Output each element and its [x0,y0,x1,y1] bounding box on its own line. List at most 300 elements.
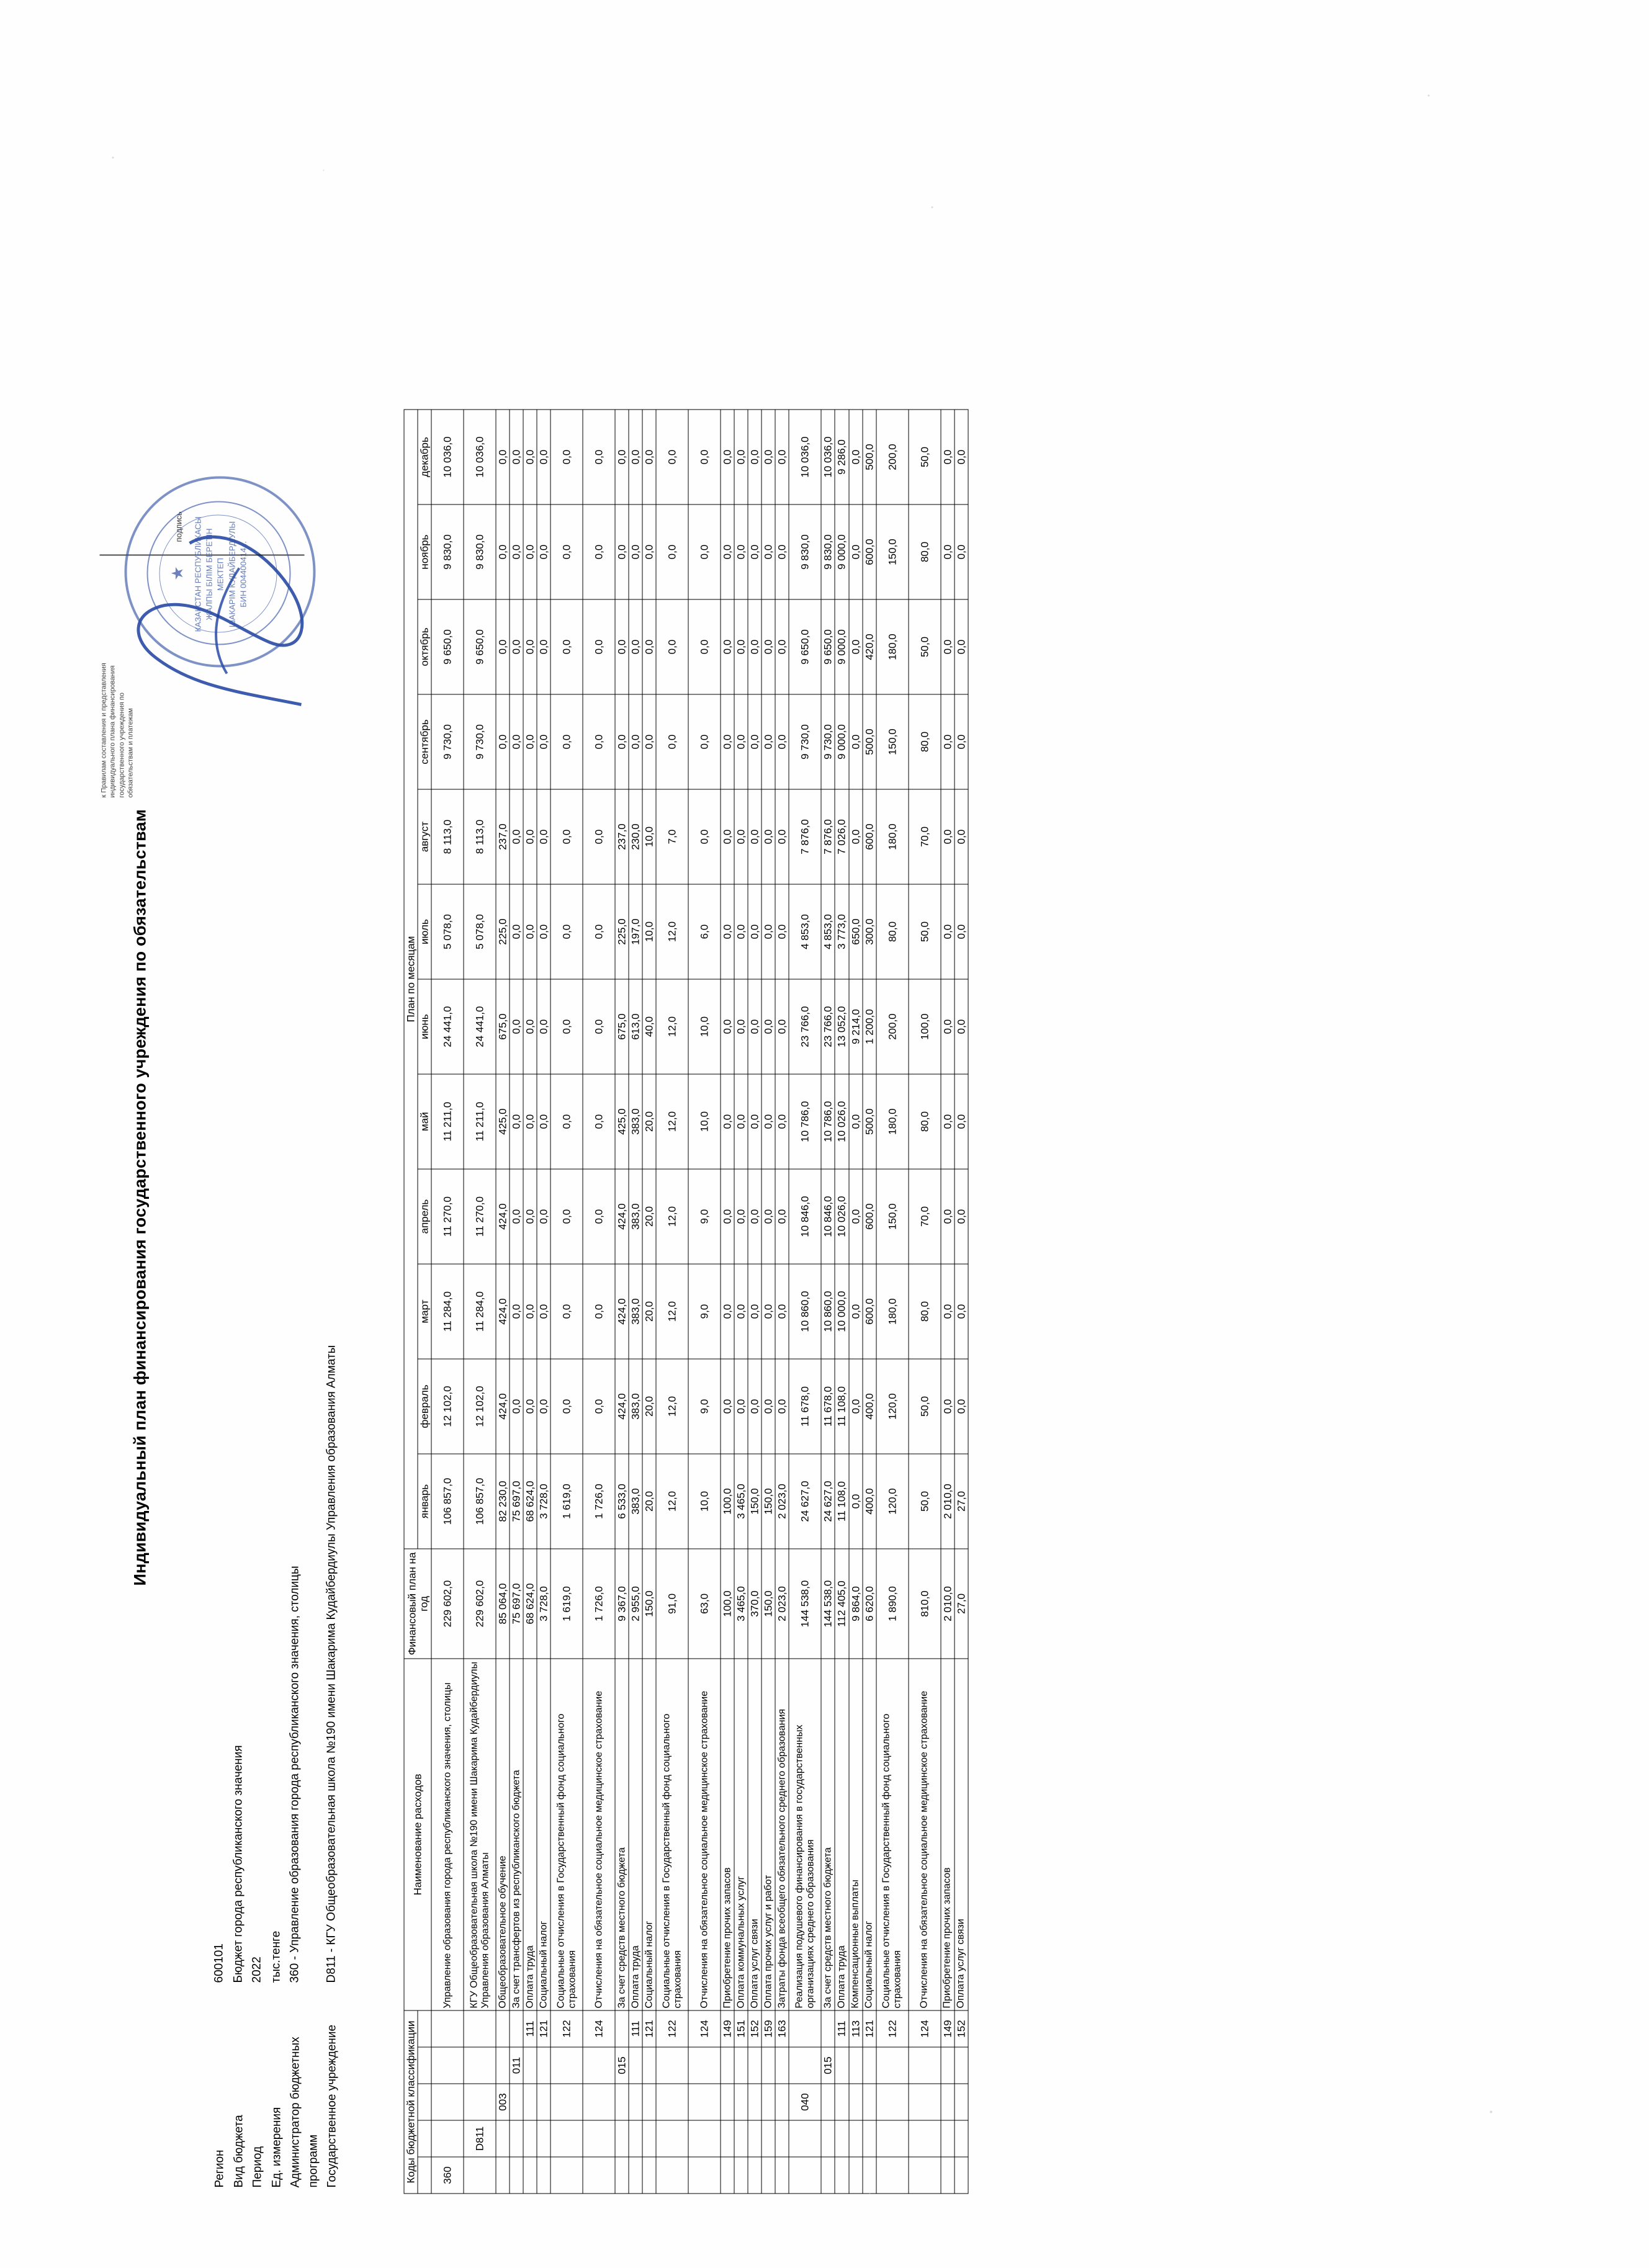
cell-month-9: 0,0 [642,694,656,789]
cell-month-8: 0,0 [734,789,748,884]
cell-month-7: 50,0 [908,884,940,979]
header-months-group: План по месяцам [404,410,418,1549]
cell-month-7: 0,0 [775,884,789,979]
cell-month-12: 0,0 [762,410,775,504]
meta-value: 360 - Управление образования города республиканского значения, столицы [288,1565,301,1983]
stamp-star-icon: ★ [168,565,186,580]
cell-month-3: 424,0 [496,1264,510,1359]
cell-month-11: 9 000,0 [835,504,848,599]
cell-code-3 [762,2084,775,2120]
cell-month-9: 0,0 [656,694,688,789]
cell-code-5: 163 [775,2010,789,2047]
header-month-mar: март [418,1264,431,1359]
cell-code-4 [954,2047,968,2084]
cell-month-11: 0,0 [642,504,656,599]
cell-month-6: 0,0 [721,979,734,1074]
table-row [862,410,876,2194]
cell-month-11: 0,0 [656,504,688,599]
cell-month-1: 6 533,0 [615,1454,629,1549]
cell-month-7: 0,0 [748,884,762,979]
cell-month-11: 0,0 [775,504,789,599]
cell-code-3 [835,2084,848,2120]
cell-month-3: 0,0 [523,1264,537,1359]
cell-month-9: 0,0 [523,694,537,789]
cell-code-4 [642,2047,656,2084]
cell-code-5: 122 [876,2010,908,2047]
table-row [629,410,642,2194]
table-row [848,410,862,2194]
cell-month-3: 0,0 [762,1264,775,1359]
cell-month-5: 80,0 [908,1074,940,1169]
cell-month-7: 80,0 [876,884,908,979]
header-month-nov: ноябрь [418,504,431,599]
cell-month-10: 9 650,0 [821,599,835,694]
cell-month-10: 0,0 [550,599,583,694]
header-month-aug: август [418,789,431,884]
cell-expense-name: Общеобразовательное обучение [496,1659,510,2010]
cell-month-10: 0,0 [940,599,954,694]
header-code-4 [418,2047,431,2084]
cell-month-7: 0,0 [762,884,775,979]
cell-month-3: 383,0 [629,1264,642,1359]
cell-year-plan: 3 465,0 [734,1549,748,1659]
cell-month-1: 20,0 [642,1454,656,1549]
cell-code-5: 149 [721,2010,734,2047]
cell-month-3: 0,0 [510,1264,523,1359]
cell-month-9: 0,0 [629,694,642,789]
cell-expense-name: За счет средств местного бюджета [821,1659,835,2010]
cell-expense-name: Оплата труда [629,1659,642,2010]
cell-code-5 [615,2010,629,2047]
cell-month-2: 0,0 [848,1359,862,1454]
cell-month-1: 1 619,0 [550,1454,583,1549]
cell-code-4 [940,2047,954,2084]
cell-month-2: 12 102,0 [464,1359,496,1454]
cell-month-7: 225,0 [615,884,629,979]
cell-month-11: 80,0 [908,504,940,599]
cell-year-plan: 9 864,0 [848,1549,862,1659]
cell-month-11: 0,0 [954,504,968,599]
cell-code-2 [848,2120,862,2157]
cell-year-plan: 810,0 [908,1549,940,1659]
cell-code-2 [908,2120,940,2157]
cell-month-8: 7 876,0 [821,789,835,884]
table-row [876,410,908,2194]
cell-month-4: 424,0 [496,1169,510,1264]
cell-month-1: 0,0 [848,1454,862,1549]
cell-month-12: 0,0 [510,410,523,504]
cell-month-5: 11 211,0 [431,1074,464,1169]
cell-month-9: 9 730,0 [821,694,835,789]
document-meta [211,1345,343,2187]
cell-year-plan: 370,0 [748,1549,762,1659]
cell-month-8: 0,0 [510,789,523,884]
cell-month-7: 197,0 [629,884,642,979]
cell-code-1 [954,2157,968,2194]
cell-month-4: 0,0 [940,1169,954,1264]
cell-code-3 [688,2084,721,2120]
cell-code-3 [523,2084,537,2120]
cell-month-2: 0,0 [734,1359,748,1454]
cell-month-1: 50,0 [908,1454,940,1549]
cell-month-12: 0,0 [734,410,748,504]
table-row [583,410,615,2194]
cell-expense-name: Компенсационные выплаты [848,1659,862,2010]
cell-month-10: 0,0 [629,599,642,694]
cell-month-2: 9,0 [688,1359,721,1454]
cell-month-5: 20,0 [642,1074,656,1169]
cell-month-11: 150,0 [876,504,908,599]
cell-expense-name: КГУ Общеобразовательная школа №190 имени Шакарима Кудайбердиулы Управления образования Алматы [464,1659,496,2010]
cell-month-8: 0,0 [775,789,789,884]
cell-month-12: 200,0 [876,410,908,504]
cell-month-5: 0,0 [550,1074,583,1169]
header-month-oct: октябрь [418,599,431,694]
cell-month-7: 650,0 [848,884,862,979]
cell-code-4 [629,2047,642,2084]
header-month-feb: февраль [418,1359,431,1454]
cell-code-1 [496,2157,510,2194]
cell-expense-name: Оплата услуг связи [748,1659,762,2010]
cell-code-1 [464,2157,496,2194]
cell-year-plan: 1 619,0 [550,1549,583,1659]
cell-code-3 [876,2084,908,2120]
cell-code-1 [762,2157,775,2194]
cell-month-5: 0,0 [537,1074,550,1169]
cell-month-4: 20,0 [642,1169,656,1264]
cell-year-plan: 144 538,0 [821,1549,835,1659]
cell-code-4 [734,2047,748,2084]
cell-code-3 [642,2084,656,2120]
cell-month-5: 0,0 [848,1074,862,1169]
cell-month-2: 424,0 [496,1359,510,1454]
cell-code-2 [510,2120,523,2157]
cell-month-8: 10,0 [642,789,656,884]
cell-code-5 [431,2010,464,2047]
cell-code-3 [775,2084,789,2120]
cell-code-5 [821,2010,835,2047]
cell-code-2 [835,2120,848,2157]
cell-month-2: 0,0 [762,1359,775,1454]
cell-month-5: 500,0 [862,1074,876,1169]
cell-month-1: 10,0 [688,1454,721,1549]
cell-code-3 [954,2084,968,2120]
cell-month-6: 0,0 [748,979,762,1074]
table-row [496,410,510,2194]
cell-expense-name: Социальные отчисления в Государственный фонд социального страхования [876,1659,908,2010]
scan-speck [1427,94,1429,96]
table-row [615,410,629,2194]
table-row [908,410,940,2194]
table-row [642,410,656,2194]
cell-month-4: 150,0 [876,1169,908,1264]
cell-month-11: 0,0 [550,504,583,599]
cell-month-4: 12,0 [656,1169,688,1264]
header-month-dec: декабрь [418,410,431,504]
cell-month-9: 0,0 [954,694,968,789]
cell-code-3 [550,2084,583,2120]
page-title: Индивидуальный план финансирования государственного учреждения по обязательствам [130,809,149,1585]
stamp-bin: БИН 004400414... [238,540,248,607]
cell-year-plan: 68 624,0 [523,1549,537,1659]
cell-month-4: 0,0 [550,1169,583,1264]
cell-month-7: 0,0 [510,884,523,979]
cell-month-8: 237,0 [496,789,510,884]
cell-code-2 [734,2120,748,2157]
cell-month-6: 10,0 [688,979,721,1074]
scan-speck [323,169,324,171]
header-code-2 [418,2120,431,2157]
cell-code-5: 159 [762,2010,775,2047]
cell-code-2 [496,2120,510,2157]
cell-month-5: 0,0 [583,1074,615,1169]
cell-code-4 [748,2047,762,2084]
cell-month-11: 0,0 [721,504,734,599]
cell-code-5: 124 [688,2010,721,2047]
cell-code-4 [762,2047,775,2084]
cell-month-7: 0,0 [523,884,537,979]
cell-month-8: 70,0 [908,789,940,884]
cell-month-11: 0,0 [629,504,642,599]
cell-code-4: 015 [821,2047,835,2084]
cell-month-5: 0,0 [523,1074,537,1169]
cell-month-11: 9 830,0 [821,504,835,599]
cell-month-9: 0,0 [615,694,629,789]
cell-month-9: 150,0 [876,694,908,789]
cell-month-1: 150,0 [762,1454,775,1549]
cell-code-1 [908,2157,940,2194]
cell-month-12: 0,0 [615,410,629,504]
cell-year-plan: 150,0 [762,1549,775,1659]
cell-month-1: 383,0 [629,1454,642,1549]
cell-month-3: 0,0 [940,1264,954,1359]
table-row [789,410,821,2194]
cell-month-4: 0,0 [583,1169,615,1264]
cell-month-11: 0,0 [748,504,762,599]
cell-month-12: 500,0 [862,410,876,504]
cell-code-2 [821,2120,835,2157]
cell-month-1: 75 697,0 [510,1454,523,1549]
header-code-3 [418,2084,431,2120]
stamp-and-signature [99,363,360,822]
cell-month-3: 0,0 [848,1264,862,1359]
cell-code-5: 124 [583,2010,615,2047]
cell-month-10: 0,0 [496,599,510,694]
cell-month-3: 0,0 [583,1264,615,1359]
cell-month-8: 600,0 [862,789,876,884]
cell-month-4: 0,0 [523,1169,537,1264]
cell-code-1 [688,2157,721,2194]
cell-code-3 [862,2084,876,2120]
cell-month-12: 0,0 [583,410,615,504]
cell-month-4: 0,0 [775,1169,789,1264]
cell-month-5: 10,0 [688,1074,721,1169]
table-row [656,410,688,2194]
cell-code-4 [656,2047,688,2084]
cell-code-3 [629,2084,642,2120]
meta-value: Бюджет города республиканского значения [231,1744,245,1983]
cell-code-3 [734,2084,748,2120]
cell-month-1: 1 726,0 [583,1454,615,1549]
cell-month-4: 0,0 [734,1169,748,1264]
cell-month-7: 0,0 [537,884,550,979]
cell-month-4: 70,0 [908,1169,940,1264]
cell-month-8: 0,0 [940,789,954,884]
cell-year-plan: 1 890,0 [876,1549,908,1659]
cell-expense-name: Реализация подушевого финансирования в государственных организациях среднего образования [789,1659,821,2010]
cell-month-8: 8 113,0 [431,789,464,884]
cell-month-8: 0,0 [762,789,775,884]
cell-month-8: 0,0 [550,789,583,884]
scan-speck [869,2192,870,2194]
cell-month-8: 7 876,0 [789,789,821,884]
cell-month-10: 0,0 [848,599,862,694]
header-month-jul: июль [418,884,431,979]
table-row [940,410,954,2194]
cell-month-1: 106 857,0 [464,1454,496,1549]
cell-code-5: 111 [835,2010,848,2047]
cell-month-10: 9 650,0 [431,599,464,694]
cell-month-5: 0,0 [510,1074,523,1169]
cell-month-10: 0,0 [775,599,789,694]
cell-month-3: 9,0 [688,1264,721,1359]
cell-month-4: 11 270,0 [431,1169,464,1264]
cell-code-3: 003 [496,2084,510,2120]
cell-month-6: 1 200,0 [862,979,876,1074]
table-row [688,410,721,2194]
cell-month-6: 12,0 [656,979,688,1074]
cell-month-12: 10 036,0 [464,410,496,504]
cell-month-7: 5 078,0 [464,884,496,979]
header-code-5 [418,2010,431,2047]
cell-code-3 [583,2084,615,2120]
cell-month-2: 11 678,0 [789,1359,821,1454]
cell-expense-name: Отчисления на обязательное социальное медицинское страхование [688,1659,721,2010]
cell-code-4 [721,2047,734,2084]
cell-expense-name: За счет трансфертов из республиканского бюджета [510,1659,523,2010]
cell-month-8: 7 026,0 [835,789,848,884]
cell-month-10: 0,0 [688,599,721,694]
cell-month-9: 0,0 [734,694,748,789]
cell-month-11: 0,0 [940,504,954,599]
cell-code-1 [642,2157,656,2194]
cell-month-12: 0,0 [629,410,642,504]
table-row [835,410,848,2194]
cell-year-plan: 2 010,0 [940,1549,954,1659]
cell-month-11: 9 830,0 [431,504,464,599]
cell-month-10: 0,0 [510,599,523,694]
cell-month-4: 600,0 [862,1169,876,1264]
cell-code-2 [688,2120,721,2157]
cell-month-2: 0,0 [748,1359,762,1454]
cell-code-1 [721,2157,734,2194]
cell-month-7: 12,0 [656,884,688,979]
cell-code-3: 040 [789,2084,821,2120]
cell-month-5: 10 786,0 [789,1074,821,1169]
cell-year-plan: 144 538,0 [789,1549,821,1659]
cell-month-6: 0,0 [537,979,550,1074]
cell-month-8: 230,0 [629,789,642,884]
cell-year-plan: 27,0 [954,1549,968,1659]
cell-month-10: 0,0 [954,599,968,694]
cell-month-12: 0,0 [954,410,968,504]
cell-month-5: 0,0 [775,1074,789,1169]
table-row [523,410,537,2194]
cell-month-1: 3 728,0 [537,1454,550,1549]
cell-code-2 [940,2120,954,2157]
cell-month-12: 9 286,0 [835,410,848,504]
cell-month-10: 0,0 [615,599,629,694]
meta-label: Администратор бюджетных программ [289,2036,320,2187]
header-name: Наименование расходов [404,1659,431,2010]
cell-month-11: 0,0 [583,504,615,599]
header-month-may: май [418,1074,431,1169]
cell-code-4 [789,2047,821,2084]
cell-month-6: 0,0 [510,979,523,1074]
cell-month-12: 0,0 [748,410,762,504]
cell-month-2: 424,0 [615,1359,629,1454]
cell-expense-name: Социальный налог [642,1659,656,2010]
cell-month-4: 0,0 [537,1169,550,1264]
cell-code-5: 122 [656,2010,688,2047]
cell-month-3: 10 860,0 [789,1264,821,1359]
cell-month-2: 11 108,0 [835,1359,848,1454]
cell-month-2: 50,0 [908,1359,940,1454]
cell-month-2: 0,0 [510,1359,523,1454]
cell-month-4: 11 270,0 [464,1169,496,1264]
meta-row [323,1345,341,2187]
table-body [431,410,968,2194]
cell-month-9: 80,0 [908,694,940,789]
cell-month-11: 0,0 [496,504,510,599]
meta-row [249,1345,267,2187]
cell-code-1 [550,2157,583,2194]
stamp-line-3: ШАКАРІМ КУДАЙБЕРДІУЛЫ [227,521,236,627]
cell-month-9: 0,0 [748,694,762,789]
cell-month-9: 0,0 [510,694,523,789]
cell-month-5: 0,0 [734,1074,748,1169]
cell-month-9: 0,0 [940,694,954,789]
cell-month-10: 0,0 [583,599,615,694]
cell-month-7: 3 773,0 [835,884,848,979]
cell-expense-name: Отчисления на обязательное социальное медицинское страхование [583,1659,615,2010]
cell-month-9: 0,0 [537,694,550,789]
cell-code-2 [876,2120,908,2157]
cell-month-8: 0,0 [537,789,550,884]
cell-code-3 [908,2084,940,2120]
cell-month-5: 0,0 [940,1074,954,1169]
cell-code-4 [688,2047,721,2084]
cell-month-4: 0,0 [721,1169,734,1264]
cell-code-1 [862,2157,876,2194]
cell-month-10: 420,0 [862,599,876,694]
cell-code-2 [550,2120,583,2157]
cell-month-4: 0,0 [762,1169,775,1264]
cell-month-1: 2 023,0 [775,1454,789,1549]
cell-code-3 [721,2084,734,2120]
cell-month-6: 0,0 [762,979,775,1074]
cell-month-6: 613,0 [629,979,642,1074]
cell-month-2: 0,0 [523,1359,537,1454]
cell-code-5: 151 [734,2010,748,2047]
cell-month-7: 0,0 [940,884,954,979]
cell-month-10: 50,0 [908,599,940,694]
header-month-sep: сентябрь [418,694,431,789]
cell-month-1: 120,0 [876,1454,908,1549]
cell-code-4: 015 [615,2047,629,2084]
cell-code-1 [775,2157,789,2194]
cell-month-9: 0,0 [688,694,721,789]
